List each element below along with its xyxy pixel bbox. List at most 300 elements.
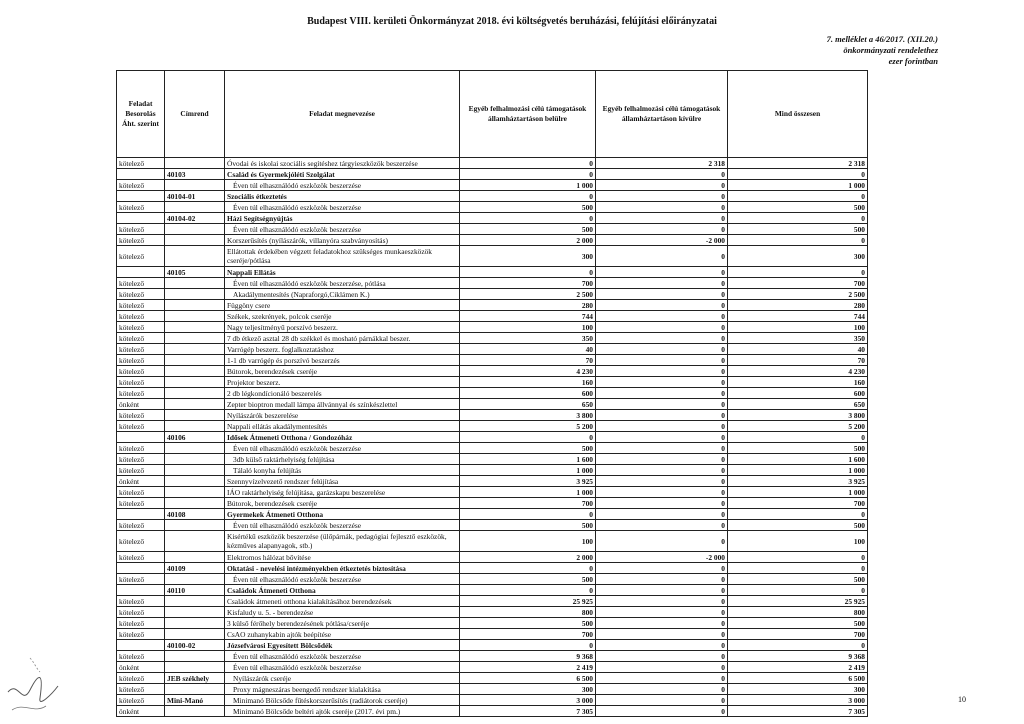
cimrend-cell: JEB székhely xyxy=(165,673,225,684)
osszesen-cell: 0 xyxy=(728,267,868,278)
osszesen-cell: 744 xyxy=(728,311,868,322)
feladat-cell: kötelező xyxy=(117,289,165,300)
belul-cell: 500 xyxy=(460,574,596,585)
belul-cell: 6 500 xyxy=(460,673,596,684)
table-row xyxy=(117,355,868,366)
kivul-cell: 0 xyxy=(596,574,728,585)
osszesen-cell: 500 xyxy=(728,520,868,531)
kivul-cell: 0 xyxy=(596,651,728,662)
table-row xyxy=(117,531,868,552)
megnevezes-cell: Éven túl elhasználódó eszközök beszerzése xyxy=(225,202,460,213)
cimrend-cell xyxy=(165,552,225,563)
osszesen-cell: 25 925 xyxy=(728,596,868,607)
feladat-cell: önként xyxy=(117,399,165,410)
feladat-cell xyxy=(117,432,165,443)
megnevezes-cell: Családok Átmeneti Otthona xyxy=(225,585,460,596)
osszesen-cell: 2 500 xyxy=(728,289,868,300)
table-row xyxy=(117,289,868,300)
osszesen-cell: 0 xyxy=(728,432,868,443)
annex-note-line1: 7. melléklet a 46/2017. (XII.20.) xyxy=(826,34,938,44)
page-number: 10 xyxy=(958,695,966,704)
cimrend-cell xyxy=(165,224,225,235)
col-header-kivul: Egyéb felhalmozási célú támogatások államháztartáson kívülre xyxy=(596,71,728,158)
feladat-cell: kötelező xyxy=(117,552,165,563)
cimrend-cell xyxy=(165,651,225,662)
megnevezes-cell: Függöny csere xyxy=(225,300,460,311)
feladat-cell: kötelező xyxy=(117,246,165,267)
osszesen-cell: 7 305 xyxy=(728,706,868,717)
kivul-cell: 0 xyxy=(596,684,728,695)
osszesen-cell: 500 xyxy=(728,574,868,585)
kivul-cell: 0 xyxy=(596,278,728,289)
cimrend-cell xyxy=(165,311,225,322)
megnevezes-cell: Józsefvárosi Egyesített Bölcsődék xyxy=(225,640,460,651)
kivul-cell: 0 xyxy=(596,421,728,432)
megnevezes-cell: Nappali Ellátás xyxy=(225,267,460,278)
belul-cell: 350 xyxy=(460,333,596,344)
megnevezes-cell: 3db külső raktárhelyiség felújítása xyxy=(225,454,460,465)
kivul-cell: 0 xyxy=(596,629,728,640)
cimrend-cell xyxy=(165,388,225,399)
feladat-cell: kötelező xyxy=(117,355,165,366)
kivul-cell: 0 xyxy=(596,487,728,498)
col-header-osszesen: Mind összesen xyxy=(728,71,868,158)
kivul-cell: 0 xyxy=(596,640,728,651)
cimrend-cell xyxy=(165,607,225,618)
table-row xyxy=(117,695,868,706)
megnevezes-cell: Gyermekek Átmeneti Otthona xyxy=(225,509,460,520)
table-row xyxy=(117,377,868,388)
osszesen-cell: 5 200 xyxy=(728,421,868,432)
belul-cell: 600 xyxy=(460,388,596,399)
feladat-cell: kötelező xyxy=(117,629,165,640)
cimrend-cell xyxy=(165,344,225,355)
col-header-cimrend: Címrend xyxy=(165,71,225,158)
kivul-cell: 0 xyxy=(596,520,728,531)
megnevezes-cell: IÁO raktárhelyiség felújítása, garázskapu beszerelése xyxy=(225,487,460,498)
belul-cell: 0 xyxy=(460,563,596,574)
osszesen-cell: 700 xyxy=(728,278,868,289)
col-header-feladat: Feladat Besorolás Áht. szerint xyxy=(117,71,165,158)
kivul-cell: 0 xyxy=(596,410,728,421)
col-header-belul: Egyéb felhalmozási célú támogatások államháztartáson belülre xyxy=(460,71,596,158)
cimrend-cell: 40106 xyxy=(165,432,225,443)
kivul-cell: 0 xyxy=(596,585,728,596)
feladat-cell xyxy=(117,213,165,224)
belul-cell: 1 000 xyxy=(460,487,596,498)
belul-cell: 500 xyxy=(460,202,596,213)
table-row xyxy=(117,465,868,476)
belul-cell: 280 xyxy=(460,300,596,311)
table-row xyxy=(117,180,868,191)
table-row xyxy=(117,191,868,202)
osszesen-cell: 0 xyxy=(728,585,868,596)
kivul-cell: 0 xyxy=(596,224,728,235)
megnevezes-cell: Projektor beszerz. xyxy=(225,377,460,388)
belul-cell: 0 xyxy=(460,169,596,180)
belul-cell: 9 368 xyxy=(460,651,596,662)
kivul-cell: 0 xyxy=(596,454,728,465)
osszesen-cell: 3 925 xyxy=(728,476,868,487)
belul-cell: 7 305 xyxy=(460,706,596,717)
feladat-cell: kötelező xyxy=(117,333,165,344)
osszesen-cell: 0 xyxy=(728,169,868,180)
kivul-cell: 0 xyxy=(596,531,728,552)
annex-note xyxy=(827,34,938,67)
feladat-cell xyxy=(117,640,165,651)
table-row xyxy=(117,585,868,596)
cimrend-cell xyxy=(165,443,225,454)
belul-cell: 300 xyxy=(460,246,596,267)
table-row xyxy=(117,388,868,399)
table-row xyxy=(117,224,868,235)
cimrend-cell xyxy=(165,465,225,476)
kivul-cell: -2 000 xyxy=(596,552,728,563)
belul-cell: 0 xyxy=(460,585,596,596)
megnevezes-cell: Idősek Átmeneti Otthona / Gondozóház xyxy=(225,432,460,443)
table-row xyxy=(117,673,868,684)
feladat-cell: kötelező xyxy=(117,531,165,552)
kivul-cell: 2 318 xyxy=(596,158,728,169)
feladat-cell: kötelező xyxy=(117,618,165,629)
cimrend-cell: 40110 xyxy=(165,585,225,596)
osszesen-cell: 0 xyxy=(728,640,868,651)
feladat-cell: kötelező xyxy=(117,410,165,421)
table-row xyxy=(117,684,868,695)
table-row xyxy=(117,706,868,717)
kivul-cell: 0 xyxy=(596,563,728,574)
kivul-cell: 0 xyxy=(596,607,728,618)
megnevezes-cell: Óvodai és iskolai szociális segítéshez tárgyieszközök beszerzése xyxy=(225,158,460,169)
kivul-cell: 0 xyxy=(596,202,728,213)
osszesen-cell: 700 xyxy=(728,629,868,640)
feladat-cell xyxy=(117,191,165,202)
kivul-cell: 0 xyxy=(596,289,728,300)
table-row xyxy=(117,410,868,421)
feladat-cell: kötelező xyxy=(117,443,165,454)
belul-cell: 5 200 xyxy=(460,421,596,432)
belul-cell: 500 xyxy=(460,224,596,235)
belul-cell: 70 xyxy=(460,355,596,366)
feladat-cell: kötelező xyxy=(117,344,165,355)
table-row xyxy=(117,629,868,640)
kivul-cell: 0 xyxy=(596,246,728,267)
osszesen-cell: 100 xyxy=(728,531,868,552)
megnevezes-cell: Kisfaludy u. 5. - berendezése xyxy=(225,607,460,618)
megnevezes-cell: 1-1 db varrógép és porszívó beszerzés xyxy=(225,355,460,366)
feladat-cell xyxy=(117,585,165,596)
osszesen-cell: 500 xyxy=(728,618,868,629)
col-header-megnevezes: Feladat megnevezése xyxy=(225,71,460,158)
megnevezes-cell: Tálaló konyha felújítás xyxy=(225,465,460,476)
cimrend-cell xyxy=(165,180,225,191)
belul-cell: 744 xyxy=(460,311,596,322)
cimrend-cell xyxy=(165,476,225,487)
feladat-cell: kötelező xyxy=(117,421,165,432)
feladat-cell: kötelező xyxy=(117,607,165,618)
osszesen-cell: 350 xyxy=(728,333,868,344)
feladat-cell: kötelező xyxy=(117,202,165,213)
table-row xyxy=(117,454,868,465)
osszesen-cell: 3 000 xyxy=(728,695,868,706)
feladat-cell: kötelező xyxy=(117,377,165,388)
table-row xyxy=(117,596,868,607)
kivul-cell: 0 xyxy=(596,432,728,443)
cimrend-cell xyxy=(165,377,225,388)
megnevezes-cell: Éven túl elhasználódó eszközök beszerzése xyxy=(225,574,460,585)
megnevezes-cell: Nagy teljesítményű porszívó beszerz. xyxy=(225,322,460,333)
megnevezes-cell: Bútorok, berendezések cseréje xyxy=(225,498,460,509)
osszesen-cell: 6 500 xyxy=(728,673,868,684)
kivul-cell: 0 xyxy=(596,476,728,487)
megnevezes-cell: Ellátottak érdekében végzett feladatokhoz szükséges munkaeszközök cseréje/pótlása xyxy=(225,246,460,267)
kivul-cell: 0 xyxy=(596,169,728,180)
cimrend-cell xyxy=(165,531,225,552)
annex-note-line3: ezer forintban xyxy=(888,56,938,66)
feladat-cell xyxy=(117,267,165,278)
osszesen-cell: 160 xyxy=(728,377,868,388)
table-row xyxy=(117,574,868,585)
osszesen-cell: 0 xyxy=(728,509,868,520)
belul-cell: 2 000 xyxy=(460,235,596,246)
table-row xyxy=(117,552,868,563)
cimrend-cell: 40104-01 xyxy=(165,191,225,202)
feladat-cell: önként xyxy=(117,476,165,487)
megnevezes-cell: Korszerűsítés (nyílászárók, villanyóra szabványosítás) xyxy=(225,235,460,246)
cimrend-cell xyxy=(165,410,225,421)
feladat-cell: kötelező xyxy=(117,498,165,509)
feladat-cell xyxy=(117,169,165,180)
feladat-cell: kötelező xyxy=(117,684,165,695)
table-row xyxy=(117,235,868,246)
osszesen-cell: 800 xyxy=(728,607,868,618)
kivul-cell: 0 xyxy=(596,344,728,355)
belul-cell: 650 xyxy=(460,399,596,410)
osszesen-cell: 1 000 xyxy=(728,180,868,191)
belul-cell: 4 230 xyxy=(460,366,596,377)
feladat-cell: kötelező xyxy=(117,651,165,662)
feladat-cell: kötelező xyxy=(117,300,165,311)
table-row xyxy=(117,563,868,574)
kivul-cell: 0 xyxy=(596,322,728,333)
belul-cell: 500 xyxy=(460,520,596,531)
feladat-cell: kötelező xyxy=(117,596,165,607)
belul-cell: 700 xyxy=(460,498,596,509)
belul-cell: 100 xyxy=(460,322,596,333)
cimrend-cell xyxy=(165,278,225,289)
feladat-cell: kötelező xyxy=(117,454,165,465)
feladat-cell: kötelező xyxy=(117,311,165,322)
kivul-cell: 0 xyxy=(596,388,728,399)
belul-cell: 0 xyxy=(460,158,596,169)
osszesen-cell: 0 xyxy=(728,552,868,563)
table-row xyxy=(117,311,868,322)
table-row xyxy=(117,509,868,520)
megnevezes-cell: 7 db étkező asztal 28 db székkel és mosható párnákkal beszer. xyxy=(225,333,460,344)
cimrend-cell xyxy=(165,454,225,465)
cimrend-cell xyxy=(165,246,225,267)
handwritten-signature xyxy=(0,650,80,720)
megnevezes-cell: Nyílászárók beszerelése xyxy=(225,410,460,421)
megnevezes-cell: Nyílászárók cseréje xyxy=(225,673,460,684)
osszesen-cell: 300 xyxy=(728,684,868,695)
feladat-cell: kötelező xyxy=(117,465,165,476)
feladat-cell: kötelező xyxy=(117,224,165,235)
osszesen-cell: 600 xyxy=(728,388,868,399)
kivul-cell: 0 xyxy=(596,662,728,673)
feladat-cell: kötelező xyxy=(117,487,165,498)
cimrend-cell xyxy=(165,574,225,585)
kivul-cell: -2 000 xyxy=(596,235,728,246)
megnevezes-cell: Éven túl elhasználódó eszközök beszerzése xyxy=(225,224,460,235)
megnevezes-cell: Oktatási - nevelési intézményekben étkeztetés biztosítása xyxy=(225,563,460,574)
table-row xyxy=(117,443,868,454)
table-row xyxy=(117,618,868,629)
megnevezes-cell: Nappali ellátás akadálymentesítés xyxy=(225,421,460,432)
osszesen-cell: 70 xyxy=(728,355,868,366)
feladat-cell: kötelező xyxy=(117,388,165,399)
kivul-cell: 0 xyxy=(596,191,728,202)
osszesen-cell: 1 600 xyxy=(728,454,868,465)
kivul-cell: 0 xyxy=(596,509,728,520)
osszesen-cell: 2 318 xyxy=(728,158,868,169)
osszesen-cell: 9 368 xyxy=(728,651,868,662)
kivul-cell: 0 xyxy=(596,465,728,476)
cimrend-cell xyxy=(165,684,225,695)
table-row xyxy=(117,498,868,509)
kivul-cell: 0 xyxy=(596,355,728,366)
megnevezes-cell: Zepter bioptron medall lámpa állvánnyal és színkészlettel xyxy=(225,399,460,410)
megnevezes-cell: Bútorok, berendezések cseréje xyxy=(225,366,460,377)
cimrend-cell: 40104-02 xyxy=(165,213,225,224)
cimrend-cell xyxy=(165,202,225,213)
feladat-cell: kötelező xyxy=(117,520,165,531)
cimrend-cell: Mini-Manó xyxy=(165,695,225,706)
megnevezes-cell: Házi Segítségnyújtás xyxy=(225,213,460,224)
cimrend-cell xyxy=(165,235,225,246)
feladat-cell: kötelező xyxy=(117,366,165,377)
megnevezes-cell: Éven túl elhasználódó eszközök beszerzése xyxy=(225,443,460,454)
kivul-cell: 0 xyxy=(596,333,728,344)
megnevezes-cell: Éven túl elhasználódó eszközök beszerzése xyxy=(225,180,460,191)
kivul-cell: 0 xyxy=(596,695,728,706)
table-row xyxy=(117,202,868,213)
belul-cell: 0 xyxy=(460,509,596,520)
kivul-cell: 0 xyxy=(596,399,728,410)
feladat-cell: önként xyxy=(117,706,165,717)
belul-cell: 160 xyxy=(460,377,596,388)
belul-cell: 2 419 xyxy=(460,662,596,673)
osszesen-cell: 500 xyxy=(728,224,868,235)
table-row xyxy=(117,476,868,487)
page-title: Budapest VIII. kerületi Önkormányzat 2018. évi költségvetés beruházási, felújítási előirányzatai xyxy=(307,16,717,27)
osszesen-cell: 1 000 xyxy=(728,487,868,498)
osszesen-cell: 700 xyxy=(728,498,868,509)
osszesen-cell: 1 000 xyxy=(728,465,868,476)
kivul-cell: 0 xyxy=(596,498,728,509)
megnevezes-cell: Éven túl elhasználódó eszközök beszerzése xyxy=(225,651,460,662)
osszesen-cell: 0 xyxy=(728,213,868,224)
cimrend-cell xyxy=(165,421,225,432)
belul-cell: 100 xyxy=(460,531,596,552)
table-row xyxy=(117,399,868,410)
belul-cell: 1 600 xyxy=(460,454,596,465)
table-row xyxy=(117,640,868,651)
megnevezes-cell: Család és Gyermekjóléti Szolgálat xyxy=(225,169,460,180)
table-row xyxy=(117,278,868,289)
table-row xyxy=(117,246,868,267)
feladat-cell: kötelező xyxy=(117,673,165,684)
megnevezes-cell: Proxy mágneszáras beengedő rendszer kialakítása xyxy=(225,684,460,695)
table-row xyxy=(117,322,868,333)
belul-cell: 3 000 xyxy=(460,695,596,706)
belul-cell: 25 925 xyxy=(460,596,596,607)
megnevezes-cell: 3 külső férőhely berendezésének pótlása/cseréje xyxy=(225,618,460,629)
budget-table xyxy=(116,70,868,717)
belul-cell: 3 925 xyxy=(460,476,596,487)
cimrend-cell xyxy=(165,662,225,673)
osszesen-cell: 0 xyxy=(728,235,868,246)
cimrend-cell xyxy=(165,322,225,333)
kivul-cell: 0 xyxy=(596,443,728,454)
megnevezes-cell: 2 db légkondícionáló beszerelés xyxy=(225,388,460,399)
kivul-cell: 0 xyxy=(596,267,728,278)
table-row xyxy=(117,300,868,311)
table-row xyxy=(117,662,868,673)
megnevezes-cell: Székek, szekrények, polcok cseréje xyxy=(225,311,460,322)
feladat-cell: kötelező xyxy=(117,235,165,246)
osszesen-cell: 500 xyxy=(728,202,868,213)
belul-cell: 0 xyxy=(460,640,596,651)
osszesen-cell: 3 800 xyxy=(728,410,868,421)
cimrend-cell xyxy=(165,289,225,300)
cimrend-cell: 40103 xyxy=(165,169,225,180)
kivul-cell: 0 xyxy=(596,311,728,322)
megnevezes-cell: CsAO zuhanykabin ajtók beépítése xyxy=(225,629,460,640)
megnevezes-cell: Szennyvízelvezető rendszer felújítása xyxy=(225,476,460,487)
osszesen-cell: 500 xyxy=(728,443,868,454)
belul-cell: 1 000 xyxy=(460,465,596,476)
kivul-cell: 0 xyxy=(596,596,728,607)
feladat-cell: kötelező xyxy=(117,574,165,585)
belul-cell: 700 xyxy=(460,629,596,640)
osszesen-cell: 650 xyxy=(728,399,868,410)
belul-cell: 300 xyxy=(460,684,596,695)
annex-note-line2: önkormányzati rendelethez xyxy=(843,45,938,55)
belul-cell: 500 xyxy=(460,443,596,454)
belul-cell: 3 800 xyxy=(460,410,596,421)
cimrend-cell xyxy=(165,498,225,509)
belul-cell: 700 xyxy=(460,278,596,289)
megnevezes-cell: Éven túl elhasználódó eszközök beszerzése, pótlása xyxy=(225,278,460,289)
osszesen-cell: 2 419 xyxy=(728,662,868,673)
cimrend-cell xyxy=(165,596,225,607)
feladat-cell xyxy=(117,563,165,574)
osszesen-cell: 0 xyxy=(728,563,868,574)
cimrend-cell: 40108 xyxy=(165,509,225,520)
megnevezes-cell: Családok átmeneti otthona kialakításához berendezések xyxy=(225,596,460,607)
belul-cell: 800 xyxy=(460,607,596,618)
cimrend-cell xyxy=(165,618,225,629)
osszesen-cell: 4 230 xyxy=(728,366,868,377)
kivul-cell: 0 xyxy=(596,618,728,629)
table-row xyxy=(117,421,868,432)
kivul-cell: 0 xyxy=(596,377,728,388)
cimrend-cell xyxy=(165,300,225,311)
kivul-cell: 0 xyxy=(596,673,728,684)
osszesen-cell: 100 xyxy=(728,322,868,333)
table-row xyxy=(117,333,868,344)
